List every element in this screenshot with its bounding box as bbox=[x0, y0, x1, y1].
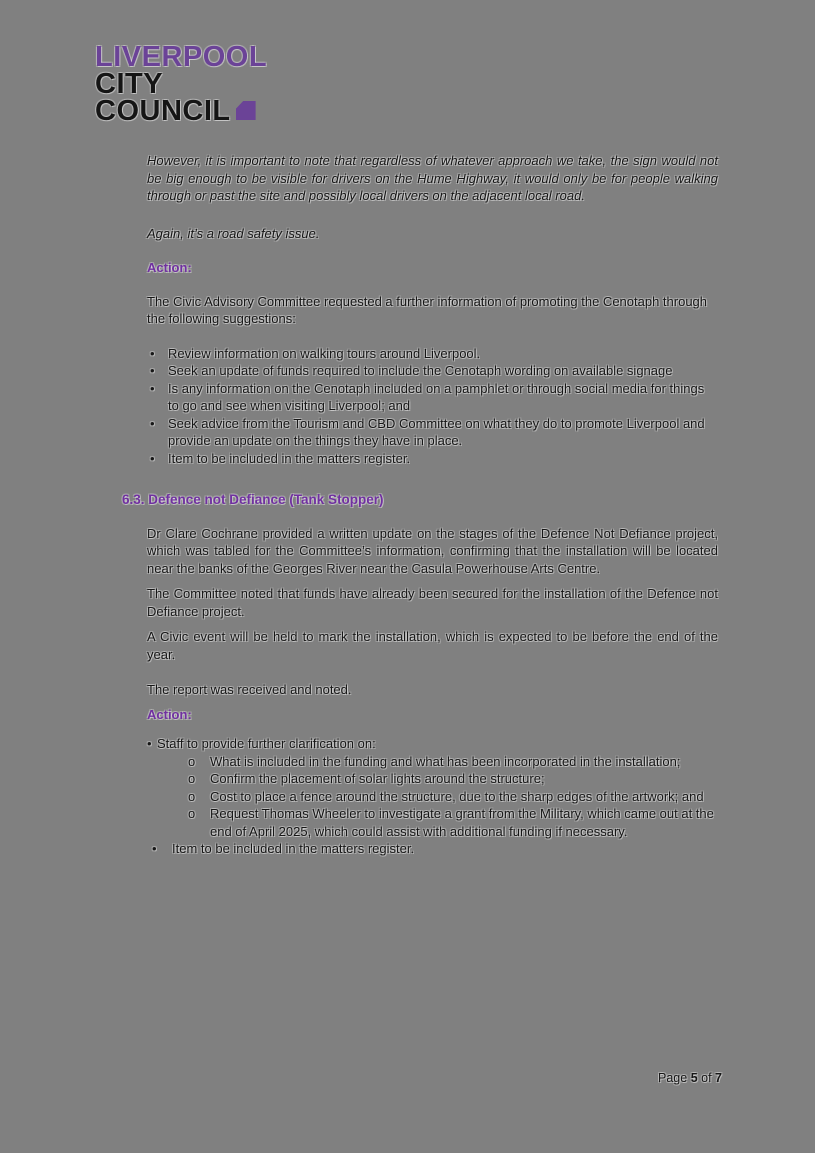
sub-bullet-icon: o bbox=[188, 771, 196, 786]
page-footer bbox=[658, 1071, 722, 1086]
bullet-icon: • bbox=[150, 450, 155, 466]
footer-total-pages: 7 bbox=[715, 1071, 722, 1085]
list-item-text: Staff to provide further clarification on: bbox=[157, 736, 376, 751]
sub-bullet-icon: o bbox=[188, 753, 196, 769]
list-item-text: Request Thomas Wheeler to investigate a grant from the Military, which came out at the end of April 2025, which could assist with additional funding if necessary. bbox=[210, 806, 714, 839]
bullet-icon: • bbox=[152, 841, 157, 856]
action-heading-1: Action: bbox=[147, 260, 192, 275]
list-item-text: Item to be included in the matters register. bbox=[172, 841, 415, 856]
paragraph-sign-note: However, it is important to note that regardless of whatever approach we take, the sign would not be big enough to be visible for drivers on the Hume Highway, it would only be for people walking through or past the site and possibly local drivers on the adjacent local road. bbox=[147, 153, 718, 203]
logo-mark-icon bbox=[236, 101, 256, 120]
list-item bbox=[147, 788, 718, 806]
list-item-text: Confirm the placement of solar lights around the structure; bbox=[210, 771, 545, 786]
bullet-icon: • bbox=[150, 363, 155, 378]
sub-bullet-icon: o bbox=[188, 788, 196, 804]
footer-page-label: Page bbox=[658, 1071, 688, 1085]
list-item-text: What is included in the funding and what has been incorporated in the installation; bbox=[210, 753, 681, 769]
bullet-icon: • bbox=[147, 736, 152, 751]
council-logo bbox=[95, 41, 268, 127]
document-body bbox=[122, 152, 718, 858]
list-item bbox=[147, 380, 718, 415]
logo-council-row bbox=[95, 95, 267, 127]
list-item bbox=[147, 805, 718, 840]
paragraph-funds-secured: The Committee noted that funds have already been secured for the installation of the Defence not Defiance project. bbox=[147, 586, 718, 619]
list-item-text: Is any information on the Cenotaph included on a pamphlet or through social media for things to go and see when visiting Liverpool; and bbox=[168, 380, 705, 413]
paragraph-committee-request: The Civic Advisory Committee requested a further information of promoting the Cenotaph through the following suggestions: bbox=[147, 293, 708, 326]
final-bullet-list bbox=[147, 840, 718, 858]
logo-city: CITY bbox=[95, 68, 164, 100]
list-item bbox=[147, 840, 718, 858]
footer-of-label: of bbox=[701, 1071, 712, 1085]
list-item bbox=[147, 735, 718, 753]
list-item-text: Cost to place a fence around the structure, due to the sharp edges of the artwork; and bbox=[210, 788, 704, 804]
bullet-icon: • bbox=[150, 415, 155, 431]
list-item bbox=[147, 753, 718, 771]
logo-liverpool: LIVERPOOL bbox=[95, 41, 268, 73]
action-bullet-list bbox=[147, 735, 718, 753]
list-item bbox=[147, 415, 718, 450]
list-item bbox=[147, 450, 718, 468]
paragraph-cochrane-update: Dr Clare Cochrane provided a written update on the stages of the Defence Not Defiance project, which was tabled for the Committee’s information, confirming that the installation will be located near the banks of the Georges River near the Casula Powerhouse Arts Centre. bbox=[147, 525, 718, 576]
sub-bullet-icon: o bbox=[188, 806, 196, 821]
bullet-icon: • bbox=[150, 345, 155, 361]
bullet-icon: • bbox=[150, 380, 155, 396]
footer-current-page: 5 bbox=[690, 1071, 698, 1085]
list-item-text: Seek advice from the Tourism and CBD Committee on what they do to promote Liverpool and provide an update on the things they have in place. bbox=[168, 415, 705, 448]
sub-bullet-list bbox=[147, 753, 718, 841]
list-item-text: Seek an update of funds required to include the Cenotaph wording on available signage bbox=[168, 363, 673, 378]
list-item bbox=[147, 345, 718, 363]
list-item-text: Review information on walking tours around Liverpool. bbox=[168, 345, 481, 361]
logo-council: COUNCIL bbox=[95, 95, 231, 127]
paragraph-civic-event: A Civic event will be held to mark the installation, which is expected to be before the end of the year. bbox=[147, 629, 718, 662]
list-item bbox=[147, 770, 718, 788]
paragraph-road-safety: Again, it’s a road safety issue. bbox=[147, 225, 320, 241]
action-heading-2: Action: bbox=[147, 706, 192, 722]
paragraph-report-noted: The report was received and noted. bbox=[147, 682, 352, 697]
list-item bbox=[147, 362, 718, 380]
bullet-list-cenotaph bbox=[147, 345, 718, 468]
section-heading-6-3: 6.3. Defence not Defiance (Tank Stopper) bbox=[122, 492, 384, 507]
list-item-text: Item to be included in the matters register. bbox=[168, 450, 411, 466]
